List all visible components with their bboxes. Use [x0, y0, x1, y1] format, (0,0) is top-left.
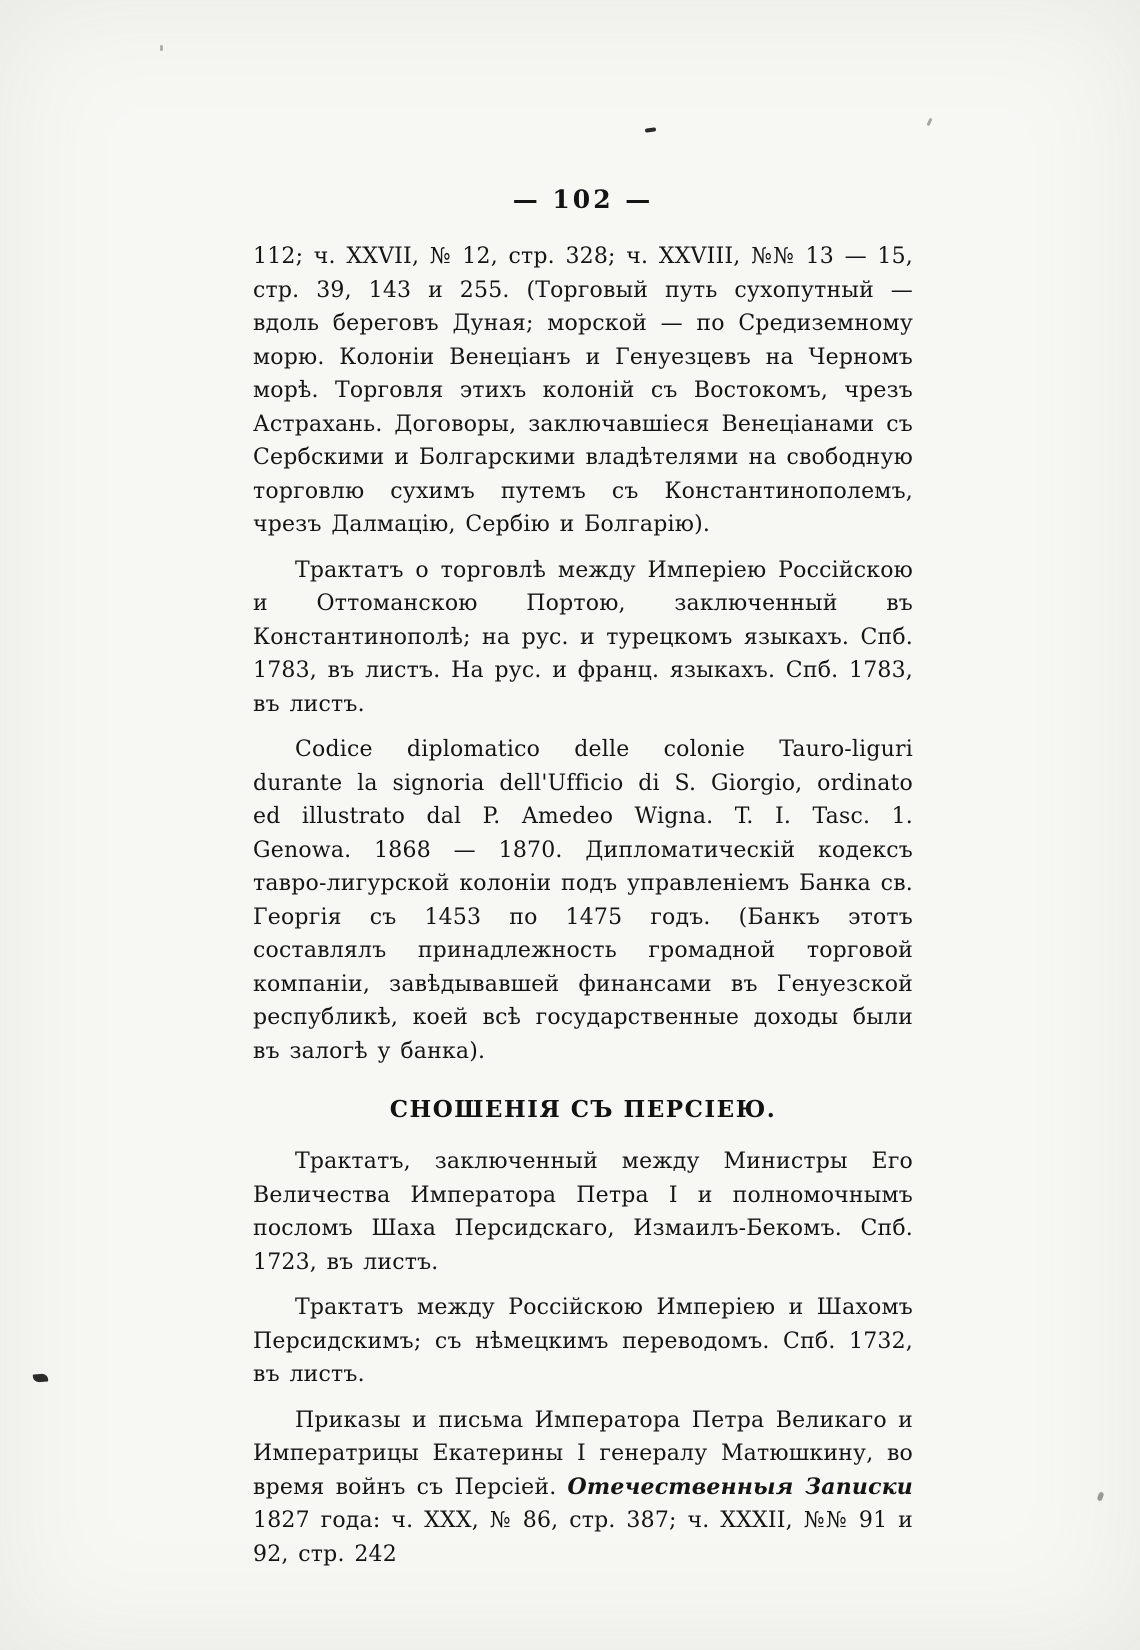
body-text: Приказы и письма Императора Петра Великаго и Императрицы Екатерины I генералу Матюшкину, во время войнъ съ Персіей. — [253, 1407, 913, 1500]
paragraph — [253, 240, 913, 542]
scan-artifact — [1097, 1491, 1105, 1501]
scan-artifact — [33, 1373, 49, 1382]
text-column — [253, 185, 913, 1583]
body-text: Трактатъ между Россійскою Имперіею и Шахомъ Персидскимъ; съ нѣмецкимъ переводомъ. Спб. 1732, въ листъ. — [253, 1295, 913, 1387]
body-text: Codice diplomatico delle colonie Tauro-liguri durante la signoria dell'Ufficio di S. Giorgio, ordinato ed illustrato dal P. Amedeo Wigna. T. I. Tasc. 1. Genowa. 1868 — 1870. Дипломатическій кодексъ тавро-лигурской колоніи подъ управленіемъ Банка св. Георгія съ 1453 по 1475 годъ. (Банкъ этотъ составлялъ принадлежность громадной торговой компаніи, завѣдывавшей финансами въ Генуезской республикѣ, коей всѣ государственные доходы были въ залогѣ у банка). — [253, 737, 913, 1064]
text-block — [253, 240, 913, 1571]
paragraph — [253, 554, 913, 722]
body-text: 1827 года: ч. XXX, № 86, стр. 387; ч. XXXII, №№ 91 и 92, стр. 242 — [253, 1508, 913, 1567]
body-text: Трактатъ о торговлѣ между Имперіею Россійскою и Оттоманскою Портою, заключенный въ Константинополѣ; на рус. и турецкомъ языкахъ. Спб. 1783, въ листъ. На рус. и франц. языкахъ. Спб. 1783, въ листъ. — [253, 557, 913, 717]
section-heading: СНОШЕНІЯ СЪ ПЕРСІЕЮ. — [389, 1096, 777, 1123]
body-text: Трактатъ, заключенный между Министры Его Величества Императора Петра I и полномочнымъ посломъ Шаха Персидскаго, Измаилъ-Бекомъ. Спб. 1723, въ листъ. — [253, 1149, 913, 1275]
paragraph — [253, 1404, 913, 1572]
scan-artifact — [160, 45, 163, 51]
paragraph — [253, 1145, 913, 1279]
scan-artifact — [645, 127, 656, 132]
page-number: — 102 — — [512, 185, 654, 214]
body-text: 112; ч. XXVII, № 12, стр. 328; ч. XXVIII, №№ 13 — 15, стр. 39, 143 и 255. (Торговый путь сухопутный — вдоль береговъ Дуная; морской — по Средиземному морю. Колоніи Венеціанъ и Генуезцевъ на Черномъ морѣ. Торговля этихъ колоній съ Востокомъ, чрезъ Астрахань. Договоры, заключавшіеся Венеціанами съ Сербскими и Болгарскими владѣтелями на свободную торговлю сухимъ путемъ съ Константинополемъ, чрезъ Далмацію, Сербію и Болгарію). — [253, 244, 913, 537]
paragraph — [253, 733, 913, 1068]
paragraph — [253, 1291, 913, 1392]
journal-title-italic: Отечественныя Записки — [567, 1473, 913, 1500]
scan-artifact — [926, 118, 932, 127]
